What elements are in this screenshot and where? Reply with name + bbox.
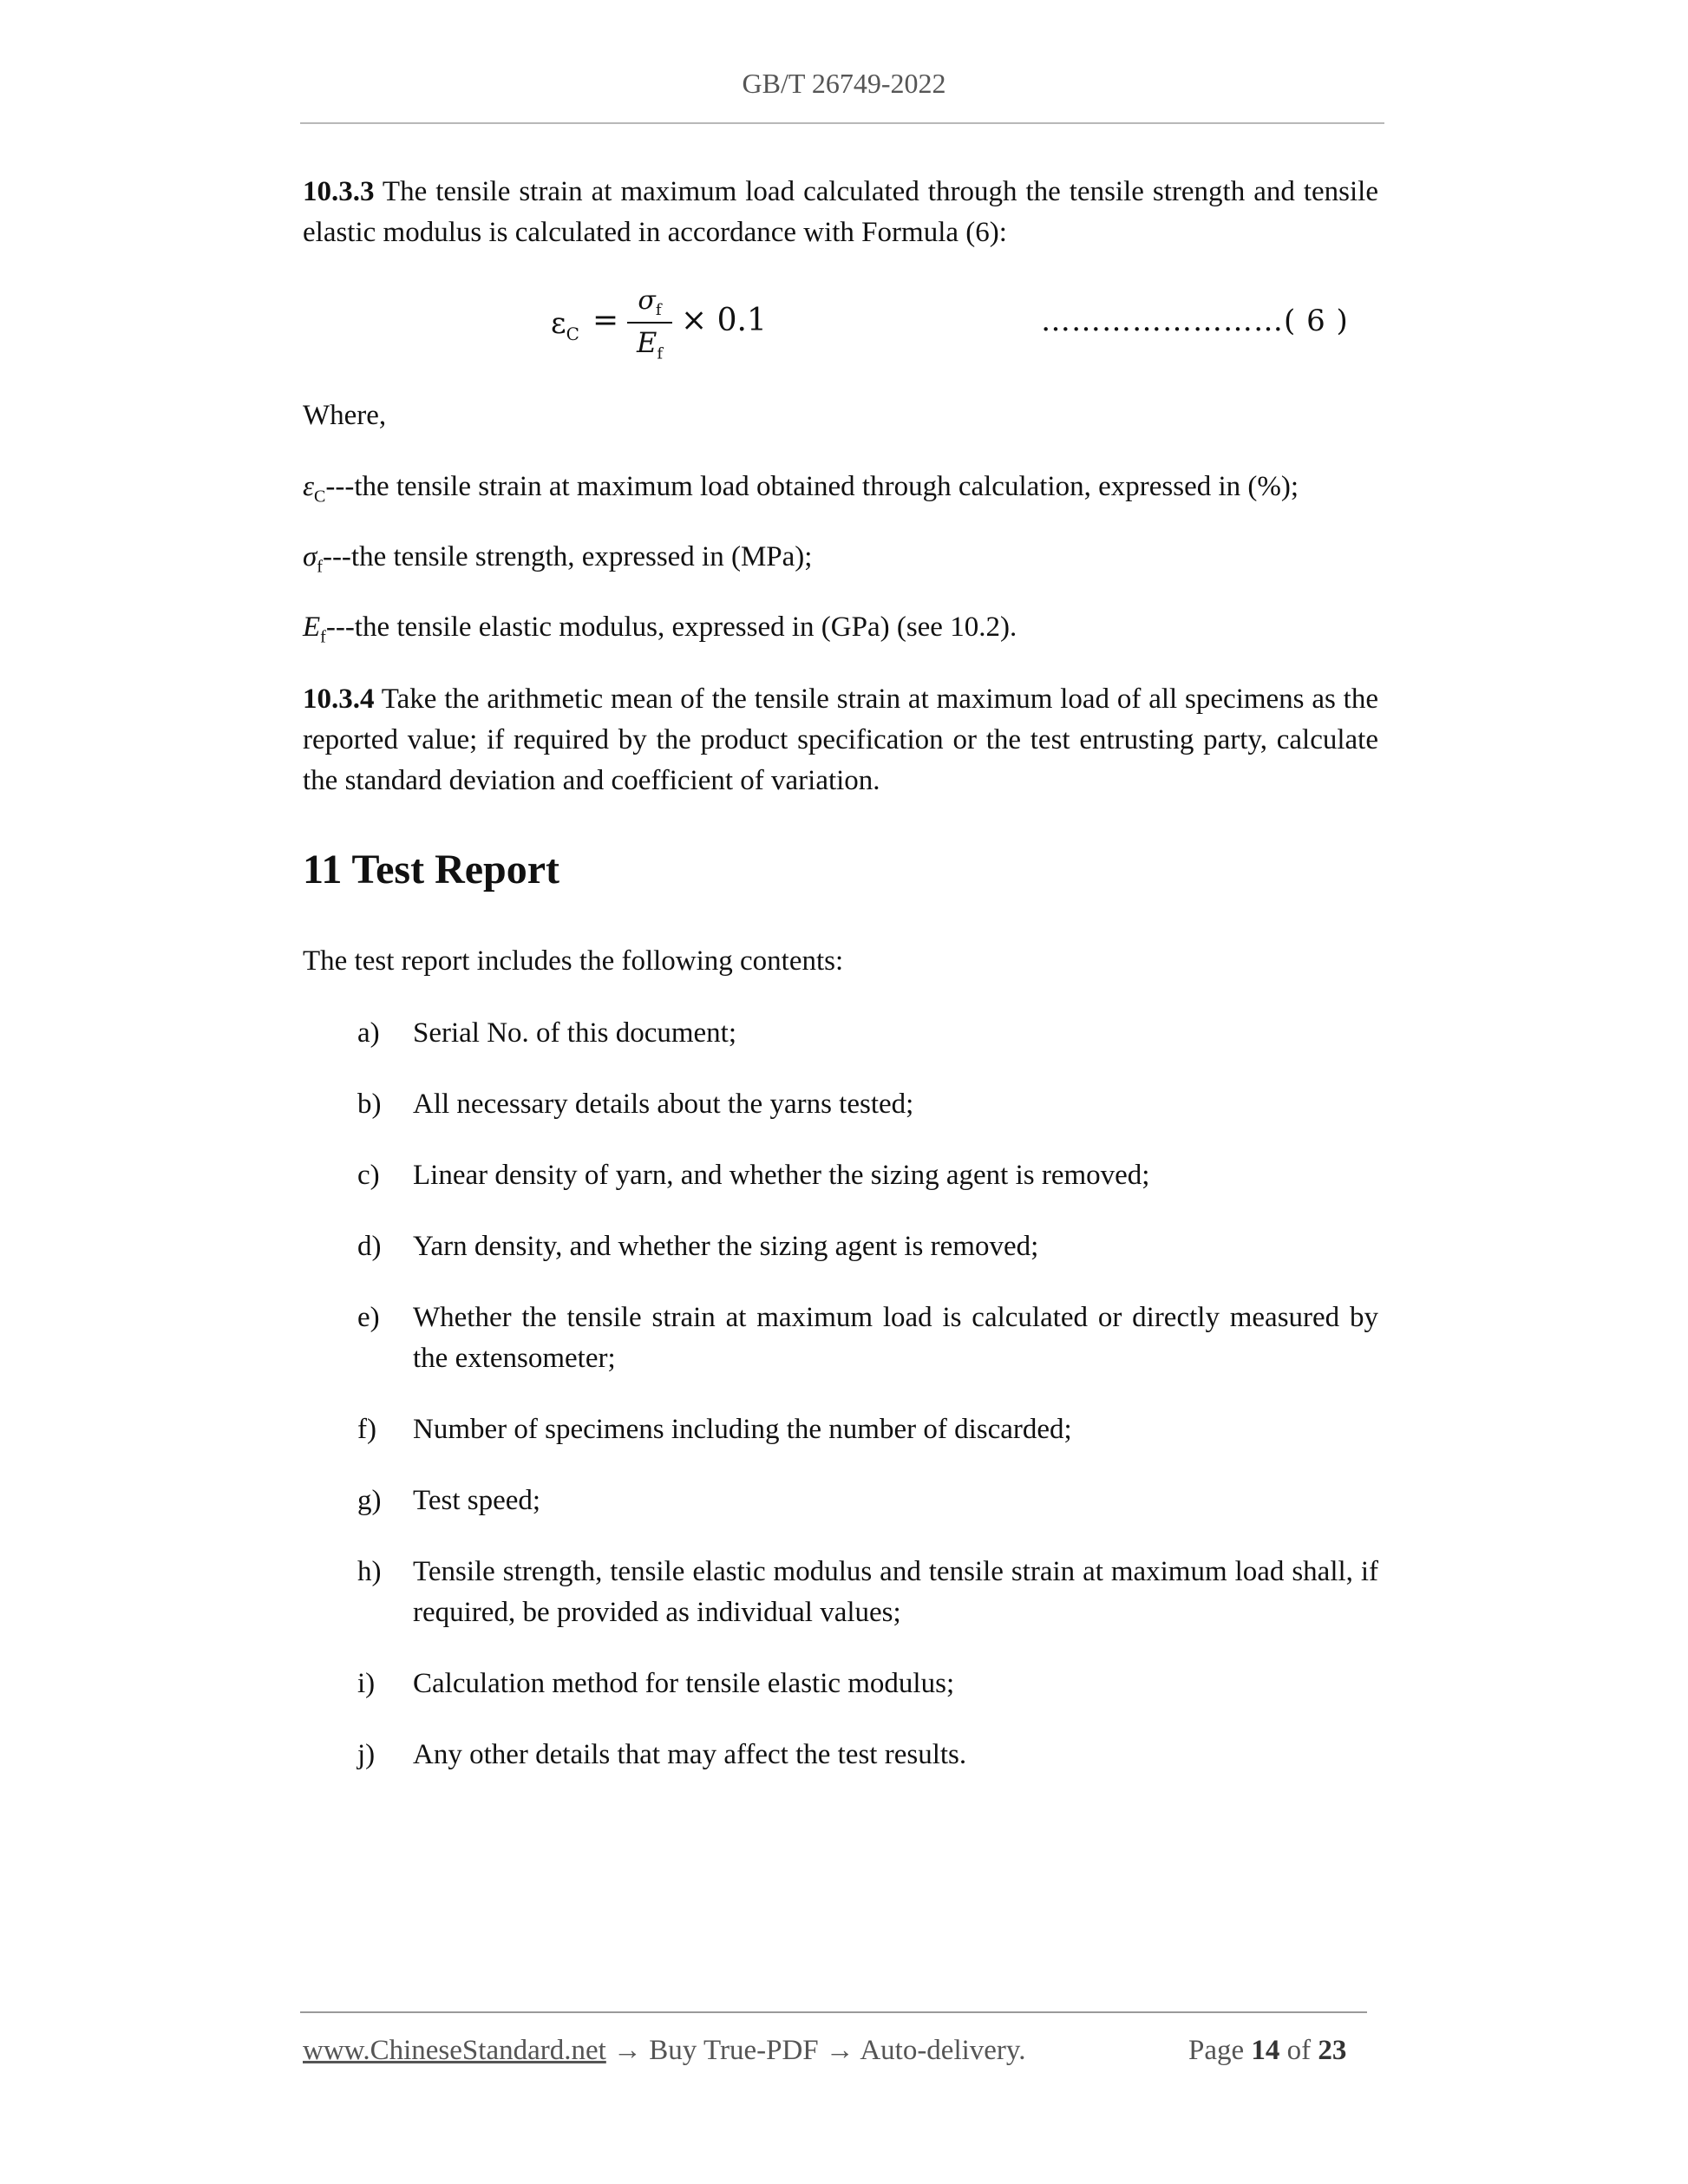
paragraph-10-3-3: [303, 172, 1378, 253]
formula-reference-number: ……………………( 6 ): [1041, 304, 1349, 338]
buy-pdf-text: Buy True-PDF: [649, 2035, 819, 2066]
list-item: Serial No. of this document;: [413, 1017, 737, 1049]
list-marker: e): [357, 1302, 380, 1333]
footer-divider: [300, 2011, 1367, 2013]
list-item: Test speed;: [413, 1485, 541, 1516]
clause-text: The tensile strain at maximum load calculated through the tensile strength and tensile elastic modulus is calculated in accordance with Formula (6):: [303, 176, 1378, 248]
where-label: Where,: [303, 400, 387, 431]
list-item: Linear density of yarn, and whether the sizing agent is removed;: [413, 1160, 1150, 1191]
arrow-right-icon: →: [613, 2035, 643, 2066]
arrow-right-icon: →: [825, 2035, 854, 2066]
clause-text: Take the arithmetic mean of the tensile strain at maximum load of all specimens as the reported value; if required by the product specification or the test entrusting party, calculate the standard deviation and coefficient of variation.: [303, 683, 1378, 796]
footer-promo: [303, 2035, 1026, 2067]
definition-epsilon-c: $\varepsilon_C--$-the tensile strain at maximum load obtained through calculation, expressed in (%);: [303, 471, 1299, 507]
list-marker: a): [357, 1017, 380, 1049]
list-marker: d): [357, 1231, 382, 1262]
clause-number: 10.3.3: [303, 176, 375, 207]
list-marker: j): [357, 1739, 376, 1770]
definition-e-f: $E_f--$-the tensile elastic modulus, expressed in (GPa) (see 10.2).: [303, 611, 1017, 647]
definition-sigma-f: $\sigma_f--$-the tensile strength, expressed in (MPa);: [303, 541, 813, 577]
paragraph-10-3-4: [303, 679, 1378, 801]
header-divider: [300, 122, 1384, 124]
list-item: Tensile strength, tensile elastic modulus and tensile strain at maximum load shall, if required, be provided as individual values;: [413, 1556, 1378, 1628]
clause-number: 10.3.4: [303, 683, 375, 715]
list-item: Calculation method for tensile elastic modulus;: [413, 1668, 955, 1699]
formula-6: [551, 282, 915, 377]
list-marker: b): [357, 1089, 382, 1120]
formula-multiplier: × 0.1: [681, 303, 767, 338]
formula-denominator: $E_f$: [636, 326, 664, 363]
page-header-title: GB/T 26749-2022: [742, 68, 946, 99]
fraction-bar: [627, 322, 672, 324]
auto-delivery-text: Auto-delivery.: [860, 2035, 1026, 2066]
report-intro: The test report includes the following contents:: [303, 945, 844, 977]
list-item: Yarn density, and whether the sizing agent is removed;: [413, 1231, 1039, 1262]
formula-fraction: [627, 282, 672, 363]
website-link[interactable]: www.ChineseStandard.net: [303, 2035, 606, 2066]
list-item: Whether the tensile strain at maximum load is calculated or directly measured by the extensometer;: [413, 1302, 1378, 1374]
list-marker: h): [357, 1556, 382, 1587]
list-item: Any other details that may affect the test results.: [413, 1739, 967, 1770]
list-marker: f): [357, 1414, 376, 1445]
list-marker: c): [357, 1160, 380, 1191]
formula-numerator: $\sigma_f$: [638, 285, 662, 319]
list-item: Number of specimens including the number of discarded;: [413, 1414, 1072, 1445]
section-heading: 11 Test Report: [303, 847, 560, 893]
list-marker: g): [357, 1485, 382, 1516]
list-marker: i): [357, 1668, 376, 1699]
total-pages: 23: [1318, 2035, 1347, 2066]
formula-lhs: $\varepsilon_C$: [551, 306, 579, 344]
current-page: 14: [1251, 2035, 1280, 2066]
formula-equals: =: [592, 303, 619, 338]
list-item: All necessary details about the yarns tested;: [413, 1089, 914, 1120]
page-indicator: Page 14 of 23: [1188, 2035, 1347, 2066]
